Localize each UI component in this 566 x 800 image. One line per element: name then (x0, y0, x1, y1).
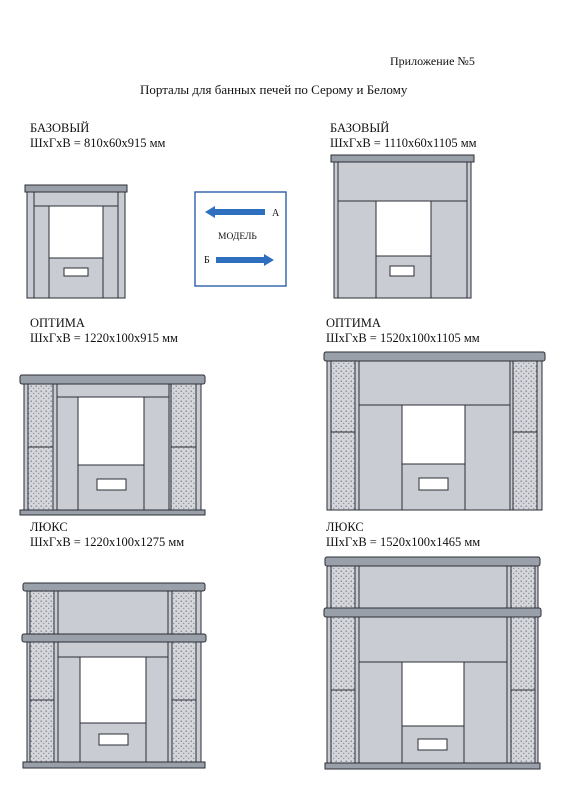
ash-door (99, 734, 128, 745)
firebox-opening (80, 657, 146, 723)
document-title: Порталы для банных печей по Серому и Белому (140, 82, 408, 97)
model-dimensions: ШхГхВ = 1520х100х1465 мм (326, 535, 481, 549)
arrow-a-icon (213, 209, 265, 215)
firebox-opening (402, 405, 465, 464)
model-name: БАЗОВЫЙ (330, 121, 390, 135)
model-dimensions: ШхГхВ = 1220х100х1275 мм (30, 535, 185, 549)
portal-optima-small (20, 375, 205, 515)
firebox-opening (49, 206, 103, 258)
model-name: ОПТИМА (30, 316, 85, 330)
model-name: ЛЮКС (30, 520, 68, 534)
ash-door (64, 268, 88, 276)
portal-lux-small (22, 583, 206, 768)
ash-door (418, 739, 447, 750)
model-dimensions: ШхГхВ = 1220х100х915 мм (30, 331, 178, 345)
portal-lux-large (324, 557, 541, 769)
ash-door (97, 479, 126, 490)
model-name: ОПТИМА (326, 316, 381, 330)
appendix-label: Приложение №5 (390, 54, 475, 68)
model-name: ЛЮКС (326, 520, 364, 534)
portal-basic-large (331, 155, 474, 298)
legend-label-b: Б (204, 255, 210, 266)
legend-label-a: А (272, 208, 280, 219)
model-dimensions: ШхГхВ = 1520х100х1105 мм (326, 331, 480, 345)
firebox-opening (78, 397, 144, 465)
portal-optima-large (324, 352, 545, 510)
model-name: БАЗОВЫЙ (30, 121, 90, 135)
legend-center-label: МОДЕЛЬ (218, 232, 257, 242)
ash-door (390, 266, 414, 276)
firebox-opening (402, 662, 464, 726)
arrow-b-icon (216, 257, 266, 263)
model-dimensions: ШхГхВ = 810х60х915 мм (30, 136, 166, 150)
firebox-opening (376, 201, 431, 256)
model-dimensions: ШхГхВ = 1110х60х1105 мм (330, 136, 477, 150)
portal-basic-small (25, 185, 127, 298)
ash-door (419, 478, 448, 490)
